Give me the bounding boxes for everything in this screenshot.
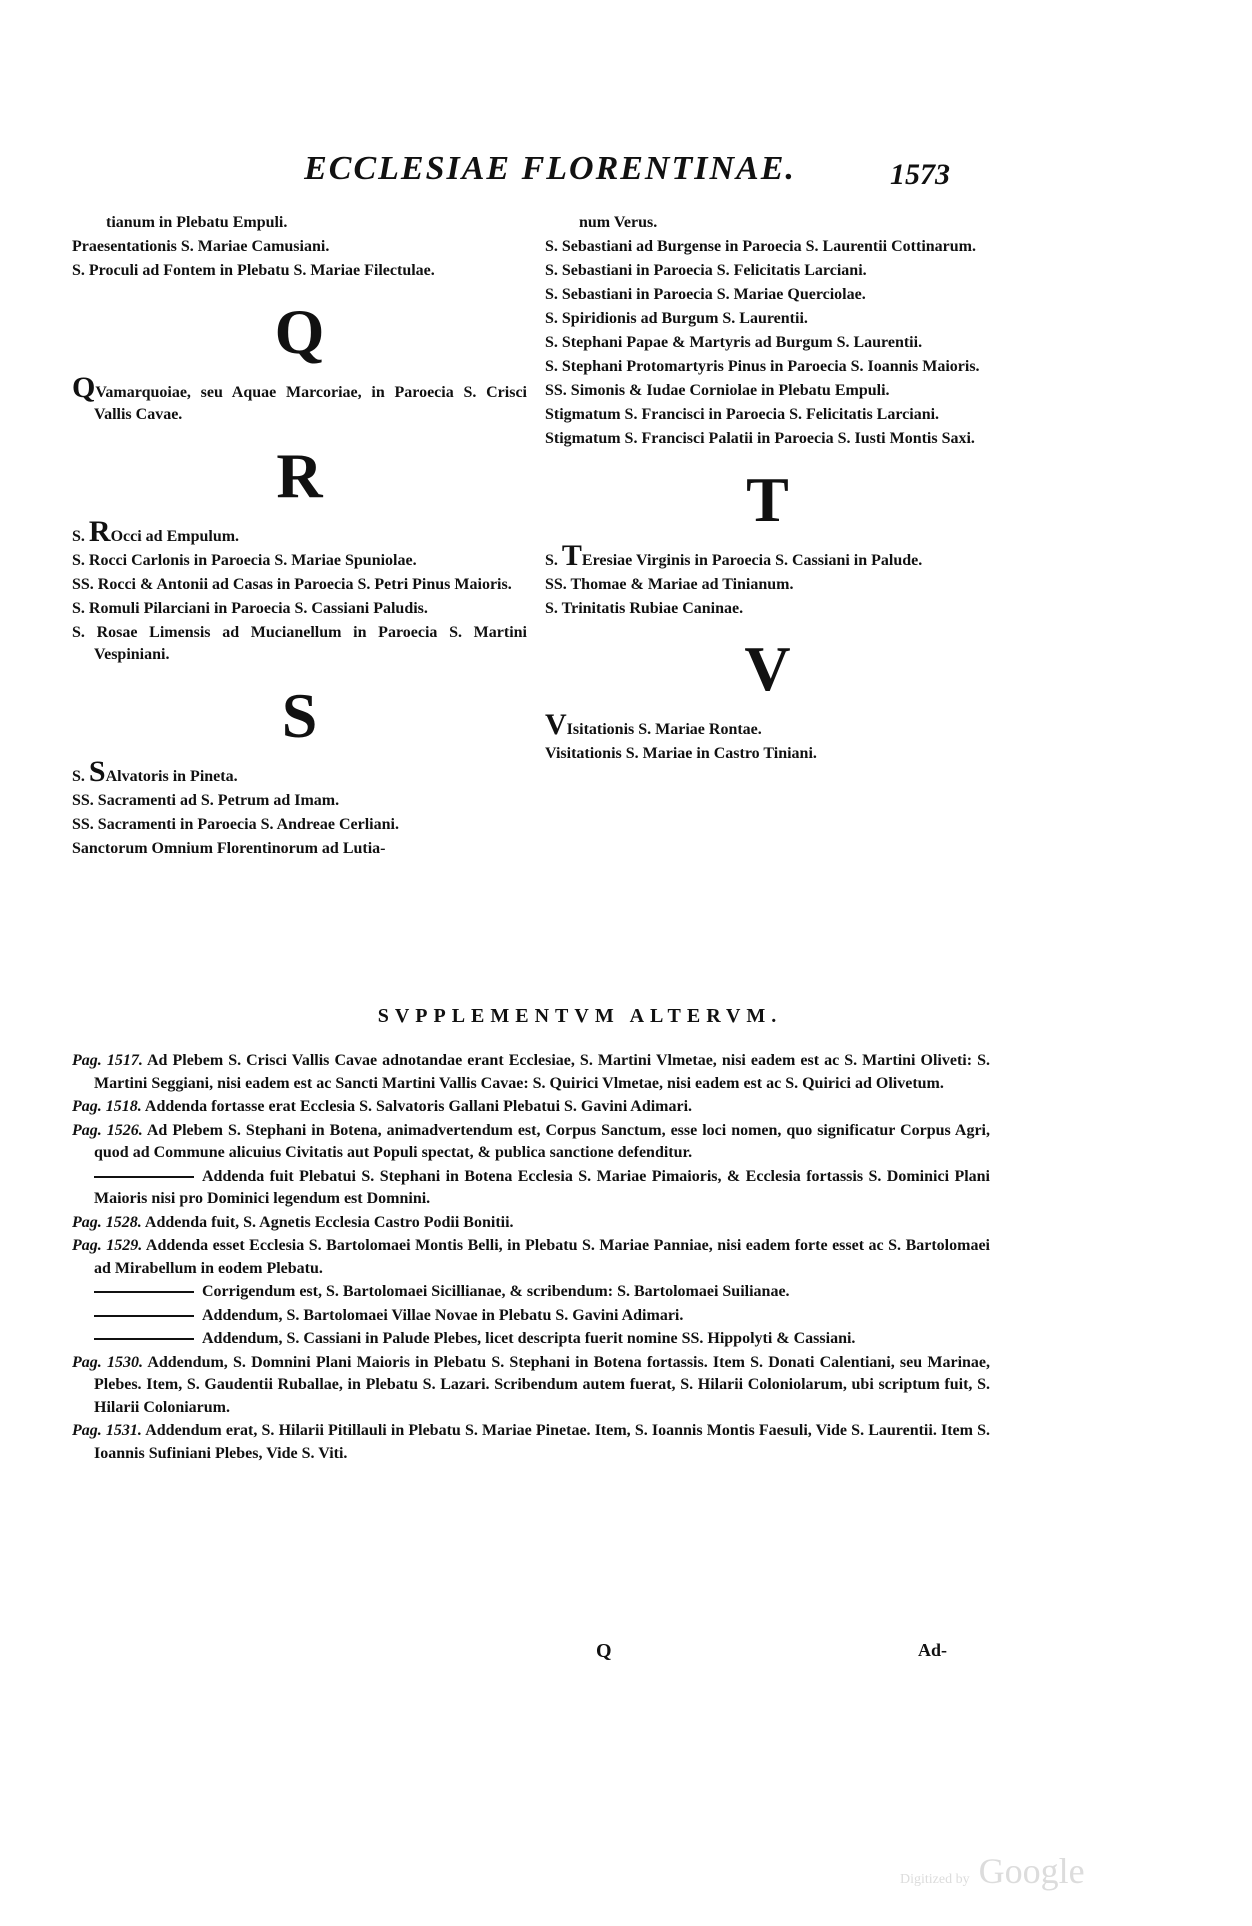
- supplement-entry: [72, 1352, 990, 1420]
- initial-letter: R: [88, 514, 111, 548]
- supplement-entry: [72, 1328, 990, 1351]
- watermark-brand: Google: [978, 1851, 1085, 1891]
- page-ref: Pag. 1526.: [72, 1121, 143, 1139]
- list-item: [72, 754, 527, 789]
- list-item: SS. Sacramenti in Paroecia S. Andreae Cerliani.: [72, 815, 399, 833]
- section-letter-q: Q: [274, 295, 325, 367]
- supplement-entry: [72, 1120, 990, 1165]
- supplement-entry: [72, 1420, 990, 1465]
- list-item: Stigmatum S. Francisci in Paroecia S. Felicitatis Larciani.: [545, 406, 940, 423]
- supplement-list: [72, 1050, 990, 1466]
- list-item: S. Romuli Pilarciani in Paroecia S. Cassiani Paludis.: [72, 599, 428, 617]
- section-letter-t: T: [746, 463, 789, 535]
- entry-text: Addenda esset Ecclesia S. Bartolomaei Montis Belli, in Plebatu S. Mariae Panniae, nisi eadem forte esset ac S. Bartolomaei ad Mirabellum in eodem Plebatu.: [94, 1237, 990, 1277]
- supplement-entry: [72, 1166, 990, 1211]
- supplement-entry: [72, 1096, 990, 1119]
- supplement-heading: SVPPLEMENTVM ALTERVM.: [377, 1005, 783, 1027]
- list-item: S. Spiridionis ad Burgum S. Laurentii.: [545, 310, 808, 327]
- page-ref: Pag. 1528.: [72, 1213, 142, 1231]
- entry-text: Occi ad Empulum.: [110, 527, 240, 545]
- list-item: [545, 538, 990, 573]
- page-ref: Pag. 1531.: [72, 1422, 142, 1439]
- section-letter-s: S: [281, 679, 318, 751]
- entry-text: Addenda fortasse erat Ecclesia S. Salvatoris Gallani Plebatui S. Gavini Adimari.: [144, 1098, 693, 1115]
- page-ref: Pag. 1530.: [72, 1353, 143, 1371]
- list-item: Sanctorum Omnium Florentinorum ad Lutia-: [72, 839, 386, 857]
- list-item: [72, 514, 527, 549]
- ditto-rule: [94, 1315, 194, 1317]
- signature-mark: Q: [596, 1640, 612, 1662]
- list-item: SS. Rocci & Antonii ad Casas in Paroecia S. Petri Pinus Maioris.: [72, 575, 512, 593]
- digitization-watermark: [900, 1850, 1085, 1892]
- supplement-entry: [72, 1305, 990, 1328]
- list-item: S. Rocci Carlonis in Paroecia S. Mariae Spuniolae.: [72, 551, 417, 569]
- ditto-rule: [94, 1338, 194, 1340]
- list-item: Praesentationis S. Mariae Camusiani.: [72, 238, 330, 255]
- entry-text: Addenda fuit, S. Agnetis Ecclesia Castro Podii Bonitii.: [144, 1213, 514, 1231]
- list-item: S. Trinitatis Rubiae Caninae.: [545, 599, 744, 617]
- list-item: SS. Sacramenti ad S. Petrum ad Imam.: [72, 791, 340, 809]
- supplement-entry: [72, 1212, 990, 1235]
- watermark-prefix: Digitized by: [900, 1872, 970, 1887]
- page-ref: Pag. 1517.: [72, 1052, 143, 1069]
- list-item: S. Proculi ad Fontem in Plebatu S. Mariae Filectulae.: [72, 262, 435, 279]
- list-item: S. Sebastiani in Paroecia S. Mariae Querciolae.: [545, 286, 866, 303]
- entry-text: Eresiae Virginis in Paroecia S. Cassiani in Palude.: [581, 551, 923, 569]
- list-item: Visitationis S. Mariae in Castro Tiniani.: [545, 745, 817, 762]
- entry-text: Addendum, S. Cassiani in Palude Plebes, licet descripta fuerit nomine SS. Hippolyti & Cassiani.: [202, 1330, 856, 1347]
- entry-text: Alvatoris in Pineta.: [105, 767, 238, 785]
- running-title: ECCLESIAE FLORENTINAE.: [304, 150, 796, 187]
- entry-text: Vamarquoiae, seu Aquae Marcoriae, in Paroecia S. Crisci Vallis Cavae.: [94, 383, 527, 423]
- initial-letter: V: [545, 708, 567, 741]
- supplement-entry: [72, 1235, 990, 1280]
- list-item: SS. Simonis & Iudae Corniolae in Plebatu Empuli.: [545, 382, 890, 399]
- right-column: [545, 212, 990, 767]
- entry-text: Ad Plebem S. Stephani in Botena, animadvertendum est, Corpus Sanctum, esse loci nomen, quo significatur Corpus Agri, quod ad Commune alicuius Civitatis aut Populi spectat, & publica sanctione defenditur.: [94, 1121, 990, 1161]
- supplement-entry: [72, 1281, 990, 1304]
- entry-text: Isitationis S. Mariae Rontae.: [566, 721, 762, 738]
- initial-letter: T: [561, 538, 582, 572]
- entry-text: Addendum, S. Bartolomaei Villae Novae in Plebatu S. Gavini Adimari.: [202, 1306, 684, 1324]
- entry-text: Addendum erat, S. Hilarii Pitillauli in Plebatu S. Mariae Pinetae. Item, S. Ioannis Montis Faesuli, Vide S. Laurentii. Item S. Ioannis Sufiniani Plebes, Vide S. Viti.: [94, 1422, 991, 1462]
- list-item: Stigmatum S. Francisci Palatii in Paroecia S. Iusti Montis Saxi.: [545, 430, 975, 447]
- list-item: tianum in Plebatu Empuli.: [106, 214, 288, 231]
- left-column: [72, 212, 527, 862]
- entry-text: Addendum, S. Domnini Plani Maioris in Plebatu S. Stephani in Botena fortassis. Item S. Donati Calentiani, seu Marinae, Plebes. Item, S. Gaudentii Ruballae, in Plebatu S. Lazari. Scribendum autem fuerat, S. Hilarii Coloniolarum, ubi scriptum fuit, S. Hilarii Coloniarum.: [94, 1353, 991, 1416]
- page-ref: Pag. 1529.: [72, 1237, 143, 1254]
- entry-text: Ad Plebem S. Crisci Vallis Cavae adnotandae erant Ecclesiae, S. Martini Vlmetae, nisi eadem est ac S. Martini Oliveti: S. Martini Seggiani, nisi eadem est ac Sancti Martini Vallis Cavae: S. Quirici Vlmetae, nisi eadem est ac S. Quirici ad Olivetum.: [94, 1052, 991, 1092]
- section-letter-r: R: [276, 439, 323, 511]
- ditto-rule: [94, 1176, 194, 1178]
- entry-prefix: S.: [72, 767, 85, 785]
- list-item: num Verus.: [579, 214, 658, 231]
- list-item: [72, 370, 527, 427]
- entry-prefix: S.: [545, 551, 558, 569]
- section-letter-v: V: [744, 633, 791, 704]
- supplement-entry: [72, 1050, 990, 1095]
- list-item: S. Stephani Papae & Martyris ad Burgum S. Laurentii.: [545, 334, 923, 351]
- initial-letter: S: [88, 754, 106, 788]
- list-item: SS. Thomae & Mariae ad Tinianum.: [545, 575, 794, 593]
- ditto-rule: [94, 1291, 194, 1293]
- page-ref: Pag. 1518.: [72, 1098, 142, 1115]
- entry-text: Addenda fuit Plebatui S. Stephani in Botena Ecclesia S. Mariae Pimaioris, & Ecclesia fortassis S. Dominici Plani Maioris nisi pro Dominici legendum est Domnini.: [94, 1167, 990, 1207]
- catchword: Ad-: [918, 1640, 948, 1660]
- page-number: 1573: [890, 158, 950, 191]
- list-item: S. Stephani Protomartyris Pinus in Paroecia S. Ioannis Maioris.: [545, 358, 980, 375]
- list-item: S. Rosae Limensis ad Mucianellum in Paroecia S. Martini Vespiniani.: [72, 623, 527, 663]
- list-item: S. Sebastiani ad Burgense in Paroecia S. Laurentii Cottinarum.: [545, 238, 976, 255]
- list-item: S. Sebastiani in Paroecia S. Felicitatis Larciani.: [545, 262, 867, 279]
- list-item: [545, 708, 990, 742]
- initial-letter: Q: [72, 370, 96, 404]
- entry-prefix: S.: [72, 527, 85, 545]
- entry-text: Corrigendum est, S. Bartolomaei Sicillianae, & scribendum: S. Bartolomaei Suilianae.: [202, 1283, 790, 1300]
